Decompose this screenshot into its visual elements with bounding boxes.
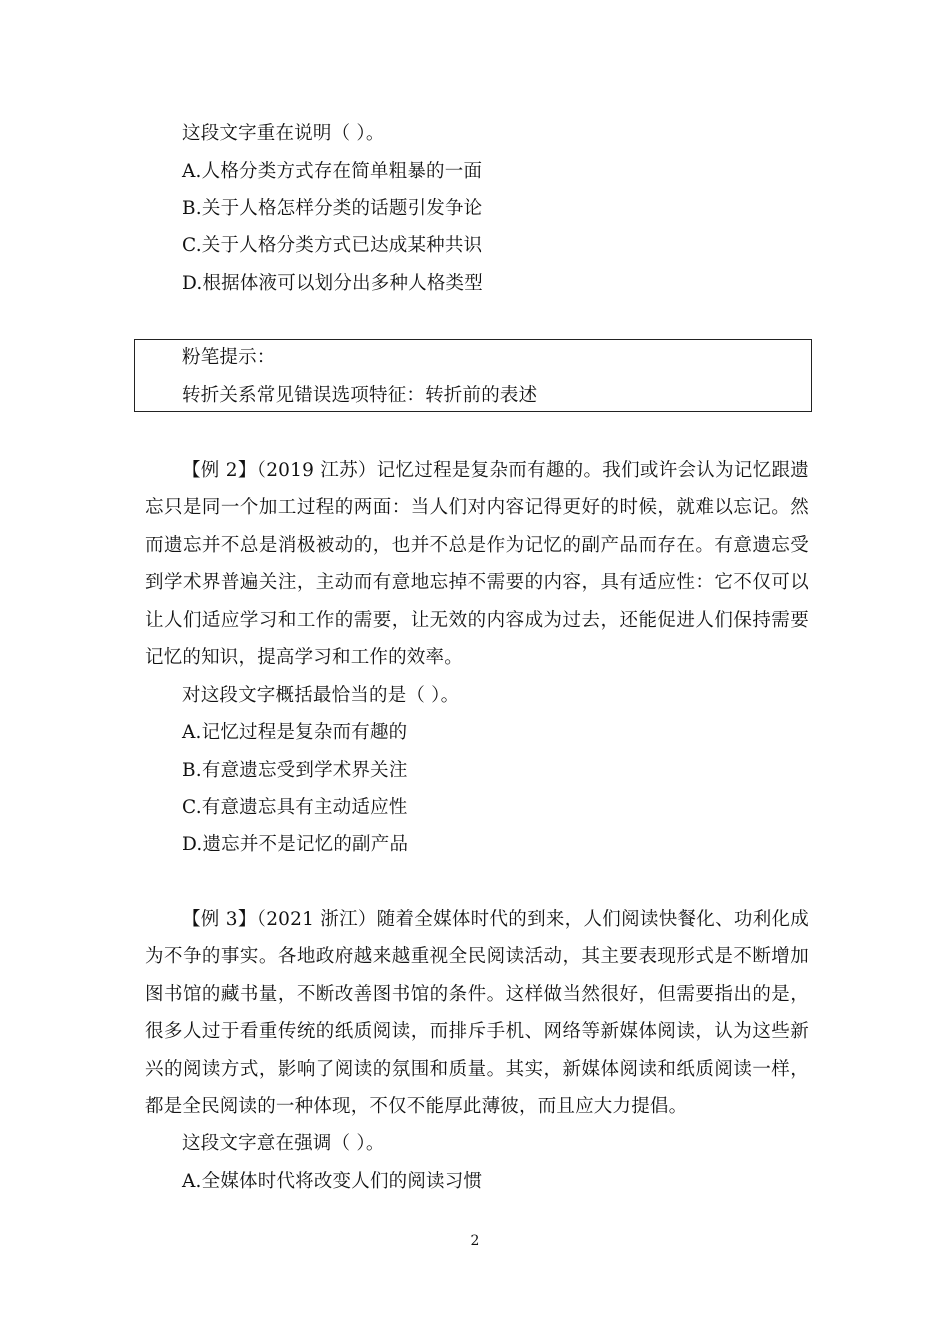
- example2-stem: 对这段文字概括最恰当的是（ ）。: [182, 685, 460, 706]
- q1-stem: 这段文字重在说明（ ）。: [182, 123, 385, 144]
- example3-stem: 这段文字意在强调（ ）。: [182, 1133, 385, 1154]
- q1-option-a: A.人格分类方式存在简单粗暴的一面: [182, 161, 483, 182]
- example2-option-b: B.有意遗忘受到学术界关注: [182, 760, 408, 781]
- tip-title: 粉笔提示：: [182, 347, 276, 368]
- example2-option-a: A.记忆过程是复杂而有趣的: [182, 722, 408, 743]
- example2-passage: 【例 2】（2019 江苏）记忆过程是复杂而有趣的。我们或许会认为记忆跟遗忘只是同一个加工过程的两面：当人们对内容记得更好的时候，就难以忘记。然而遗忘并不总是消极被动的，也并不总是作为记忆的副产品而存在。有意遗忘受到学术界普遍关注，主动而有意地忘掉不需要的内容，具有适应性：它不仅可以让人们适应学习和工作的需要，让无效的内容成为过去，还能促进人们保持需要记忆的知识，提高学习和工作的效率。: [145, 460, 809, 669]
- page-number: 2: [470, 1233, 480, 1249]
- example2-option-c: C.有意遗忘具有主动适应性: [182, 797, 408, 818]
- example3-passage: 【例 3】（2021 浙江）随着全媒体时代的到来，人们阅读快餐化、功利化成为不争的事实。各地政府越来越重视全民阅读活动，其主要表现形式是不断增加图书馆的藏书量，不断改善图书馆的条件。这样做当然很好，但需要指出的是，很多人过于看重传统的纸质阅读，而排斥手机、网络等新媒体阅读，认为这些新兴的阅读方式，影响了阅读的氛围和质量。其实，新媒体阅读和纸质阅读一样，都是全民阅读的一种体现，不仅不能厚此薄彼，而且应大力提倡。: [145, 909, 809, 1118]
- q1-option-d: D.根据体液可以划分出多种人格类型: [182, 273, 483, 294]
- q1-option-b: B.关于人格怎样分类的话题引发争论: [182, 198, 483, 219]
- example3-option-a: A.全媒体时代将改变人们的阅读习惯: [182, 1171, 483, 1192]
- example2-option-d: D.遗忘并不是记忆的副产品: [182, 834, 409, 855]
- q1-option-c: C.关于人格分类方式已达成某种共识: [182, 235, 483, 256]
- tip-content: 转折关系常见错误选项特征：转折前的表述: [182, 385, 538, 406]
